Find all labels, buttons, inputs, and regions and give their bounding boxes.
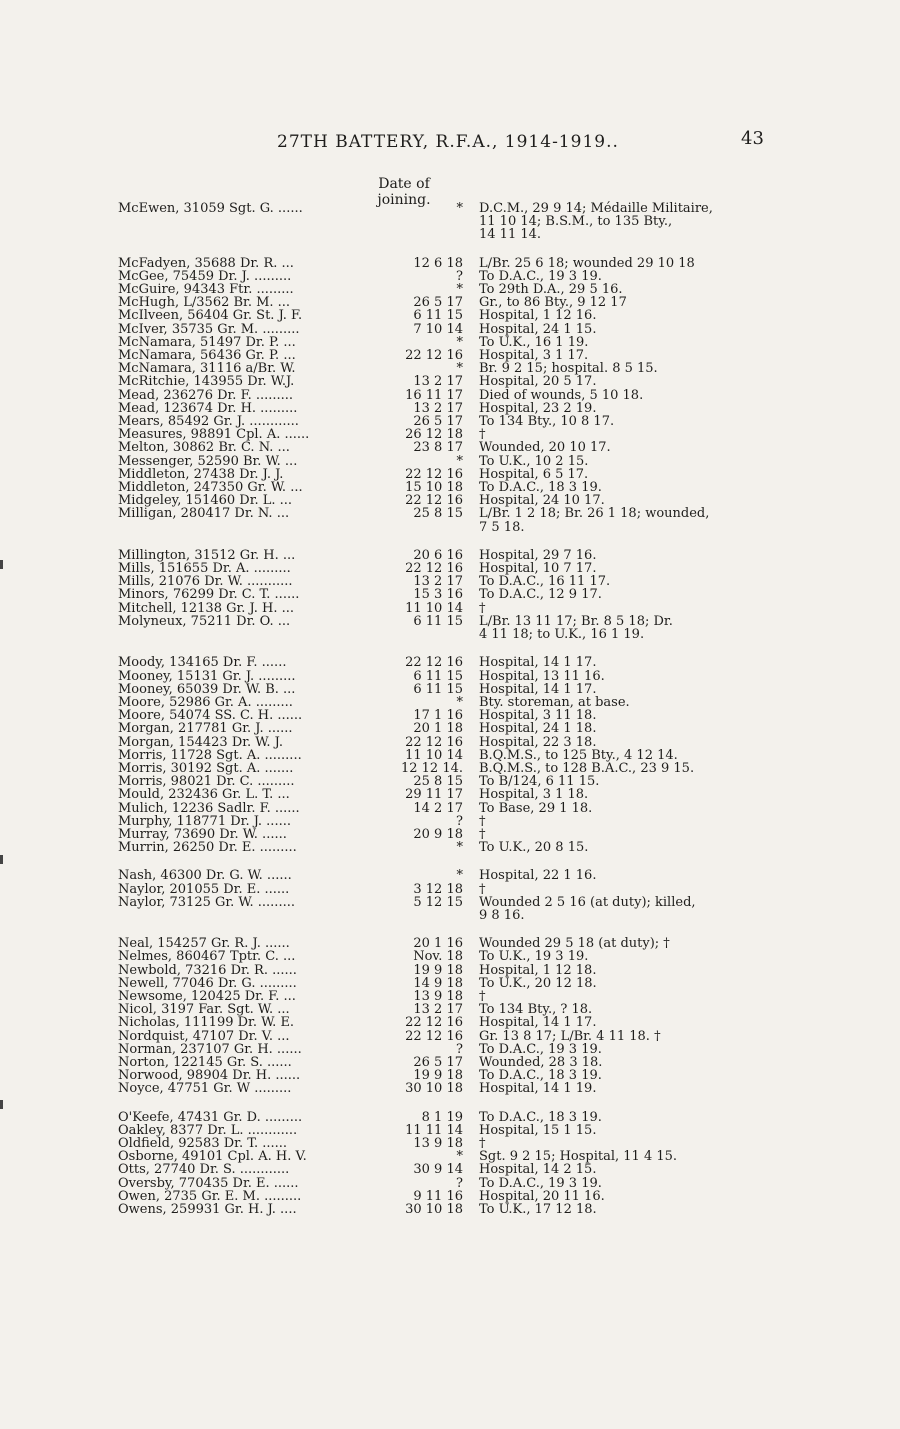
joining-date: 13 2 17 <box>413 374 463 390</box>
soldier-name: Mead, 123674 Dr. H. ......... <box>118 401 298 416</box>
joining-date: 3 12 18 <box>413 881 463 897</box>
soldier-name: Naylor, 201055 Dr. E. ...... <box>118 882 290 896</box>
soldier-name: McNamara, 51497 Dr. P. ... <box>118 335 296 350</box>
joining-date: * <box>456 868 463 884</box>
service-remark: L/Br. 25 6 18; wounded 29 10 18 <box>479 255 695 271</box>
service-remark: B.Q.M.S., to 128 B.A.C., 23 9 15. <box>479 760 695 776</box>
service-remark: Hospital, 29 7 16. <box>479 547 597 563</box>
service-remark: Bty. storeman, at base. <box>479 694 630 710</box>
soldier-name: Nicholas, 111199 Dr. W. E. <box>118 1016 295 1030</box>
roll-entry <box>118 977 798 990</box>
joining-date: 11 11 14 <box>405 1122 463 1138</box>
joining-date: * <box>456 201 463 216</box>
soldier-name: Measures, 98891 Cpl. A. ...... <box>118 428 310 442</box>
service-remark: Br. 9 2 15; hospital. 8 5 15. <box>479 361 658 377</box>
service-remark: Hospital, 14 1 17. <box>479 681 597 697</box>
joining-date: 23 8 17 <box>413 440 463 456</box>
joining-date: 22 12 16 <box>405 348 463 364</box>
soldier-name: Mead, 236276 Dr. F. ......... <box>118 388 294 402</box>
service-remark: Hospital, 24 1 18. <box>479 721 597 737</box>
service-remark: Hospital, 24 1 15. <box>479 321 597 337</box>
soldier-name: Morris, 11728 Sgt. A. ......... <box>118 748 302 762</box>
entry-group <box>118 937 798 1095</box>
soldier-name: Nicol, 3197 Far. Sgt. W. ... <box>118 1003 290 1017</box>
soldier-name: Nelmes, 860467 Tptr. C. ... <box>118 950 296 964</box>
service-remark: To 134 Bty., 10 8 17. <box>479 414 615 430</box>
roll-entry <box>118 375 798 388</box>
service-remark: Hospital, 3 1 17. <box>479 348 589 364</box>
joining-date: 9 11 16 <box>413 1188 463 1204</box>
service-remark: To U.K., 16 1 19. <box>479 334 589 350</box>
joining-date: 13 2 17 <box>413 400 463 416</box>
roll-entry <box>118 670 798 683</box>
soldier-name: Murrin, 26250 Dr. E. ......... <box>118 841 297 855</box>
soldier-name: Middleton, 27438 Dr. J. J. <box>118 467 284 482</box>
roll-entry <box>118 802 798 815</box>
entry-group <box>118 1111 798 1217</box>
service-remark: To D.A.C., 19 3 19. <box>479 1175 602 1191</box>
roll-entry <box>118 815 798 828</box>
service-remark: Sgt. 9 2 15; Hospital, 11 4 15. <box>479 1149 678 1165</box>
joining-date: 25 8 15 <box>413 774 463 790</box>
soldier-name: Oakley, 8377 Dr. L. ............ <box>118 1123 298 1137</box>
joining-date: * <box>456 361 463 377</box>
soldier-name: Morris, 98021 Dr. C. ......... <box>118 775 295 789</box>
soldier-name: Otts, 27740 Dr. S. ............ <box>118 1163 290 1177</box>
service-remark: To D.A.C., 16 11 17. <box>479 574 611 590</box>
joining-date: 16 11 17 <box>405 387 463 403</box>
service-remark: Hospital, 1 12 18. <box>479 962 597 978</box>
soldier-name: Oversby, 770435 Dr. E. ...... <box>118 1176 299 1190</box>
joining-date: 15 3 16 <box>413 587 463 603</box>
joining-date: 11 10 14 <box>405 600 463 616</box>
joining-date: 25 8 15 <box>413 506 463 522</box>
joining-date: * <box>456 282 463 298</box>
service-remark: Gr., to 86 Bty., 9 12 17 <box>479 295 627 311</box>
date-column-heading-line1: Date of <box>378 176 430 192</box>
joining-date: 6 11 15 <box>413 613 463 629</box>
joining-date: 22 12 16 <box>405 561 463 577</box>
joining-date: ? <box>456 813 463 829</box>
soldier-name: Owens, 259931 Gr. H. J. .... <box>118 1203 297 1217</box>
service-remark: Hospital, 14 1 17. <box>479 1015 597 1031</box>
roll-entry <box>118 1163 798 1176</box>
entry-group <box>118 656 798 854</box>
roll-entry <box>118 736 798 749</box>
soldier-name: Millington, 31512 Gr. H. ... <box>118 548 296 563</box>
soldier-name: O'Keefe, 47431 Gr. D. ......... <box>118 1110 303 1124</box>
roll-entry <box>118 323 798 336</box>
joining-date: 29 11 17 <box>405 787 463 803</box>
joining-date: 26 5 17 <box>413 295 463 311</box>
service-remark: To D.A.C., 19 3 19. <box>479 268 602 284</box>
service-remark: To D.A.C., 12 9 17. <box>479 587 602 603</box>
joining-date: 26 5 17 <box>413 1054 463 1070</box>
joining-date: 22 12 16 <box>405 466 463 482</box>
service-remark: † <box>479 1136 486 1151</box>
soldier-name: Oldfield, 92583 Dr. T. ...... <box>118 1137 288 1151</box>
roll-entry <box>118 455 798 468</box>
service-remark: Hospital, 14 1 17. <box>479 655 597 671</box>
service-remark: To D.A.C., 18 3 19. <box>479 1068 602 1084</box>
roll-entry <box>118 507 798 533</box>
service-remark: To Base, 29 1 18. <box>479 800 593 816</box>
roll-entry <box>118 441 798 454</box>
service-remark: † <box>479 427 486 443</box>
service-remark: Gr. 13 8 17; L/Br. 4 11 18. † <box>479 1028 661 1044</box>
service-remark: To B/124, 6 11 15. <box>479 774 600 790</box>
roll-entry <box>118 656 798 669</box>
joining-date: 20 9 18 <box>413 826 463 842</box>
service-remark: Died of wounds, 5 10 18. <box>479 387 644 403</box>
service-remark: Hospital, 3 11 18. <box>479 708 597 724</box>
roll-entry <box>118 309 798 322</box>
service-remark: Hospital, 24 10 17. <box>479 493 605 509</box>
joining-date: 11 10 14 <box>405 747 463 763</box>
soldier-name: McGuire, 94343 Ftr. ......... <box>118 283 294 297</box>
service-remark: Wounded, 20 10 17. <box>479 440 611 456</box>
service-remark: To 134 Bty., ? 18. <box>479 1002 593 1018</box>
service-remark: Hospital, 22 1 16. <box>479 868 597 884</box>
soldier-name: Murphy, 118771 Dr. J. ...... <box>118 814 291 828</box>
joining-date: 22 12 16 <box>405 493 463 509</box>
soldier-name: Mills, 21076 Dr. W. ........... <box>118 575 293 589</box>
service-remark: † <box>479 988 486 1004</box>
soldier-name: McNamara, 31116 a/Br. W. <box>118 362 296 376</box>
soldier-name: Norton, 122145 Gr. S. ...... <box>118 1055 292 1070</box>
joining-date: ? <box>456 1041 463 1057</box>
soldier-name: Noyce, 47751 Gr. W ......... <box>118 1082 292 1096</box>
joining-date: 6 11 15 <box>413 668 463 684</box>
soldier-name: Moody, 134165 Dr. F. ...... <box>118 656 287 670</box>
soldier-name: Mooney, 15131 Gr. J. ......... <box>118 669 296 683</box>
joining-date: 20 1 18 <box>413 721 463 737</box>
joining-date: 22 12 16 <box>405 1028 463 1044</box>
roll-entry <box>118 841 798 854</box>
service-remark: To U.K., 20 12 18. <box>479 975 597 991</box>
roll-entry <box>118 1043 798 1056</box>
entry-group <box>118 549 798 641</box>
soldier-name: Newsome, 120425 Dr. F. ... <box>118 989 296 1004</box>
joining-date: 17 1 16 <box>413 708 463 724</box>
joining-date: 20 1 16 <box>413 936 463 952</box>
soldier-name: Mills, 151655 Dr. A. ......... <box>118 562 291 576</box>
roll-entry <box>118 964 798 977</box>
roll-entry <box>118 788 798 801</box>
soldier-name: Minors, 76299 Dr. C. T. ...... <box>118 588 300 602</box>
service-remark: Hospital, 23 2 19. <box>479 400 597 416</box>
service-remark: To 29th D.A., 29 5 16. <box>479 282 623 298</box>
soldier-name: Moore, 52986 Gr. A. ......... <box>118 695 293 710</box>
roll-entry <box>118 588 798 601</box>
roll-entry <box>118 257 798 270</box>
service-remark: B.Q.M.S., to 125 Bty., 4 12 14. <box>479 747 678 763</box>
soldier-name: Milligan, 280417 Dr. N. ... <box>118 507 290 522</box>
roll-entry <box>118 389 798 402</box>
joining-date: 26 12 18 <box>405 427 463 443</box>
service-remark: † <box>479 600 486 616</box>
roll-entry <box>118 1111 798 1124</box>
service-remark: Wounded 2 5 16 (at duty); killed, 9 8 16. <box>479 894 696 923</box>
soldier-name: Neal, 154257 Gr. R. J. ...... <box>118 937 290 951</box>
joining-date: 19 9 18 <box>413 1068 463 1084</box>
soldier-name: Mitchell, 12138 Gr. J. H. ... <box>118 601 295 615</box>
roll-entry <box>118 615 798 641</box>
soldier-name: Mould, 232436 Gr. L. T. ... <box>118 788 290 802</box>
joining-date: 7 10 14 <box>413 321 463 337</box>
soldier-name: Newell, 77046 Dr. G. ......... <box>118 976 297 990</box>
service-remark: To U.K., 20 8 15. <box>479 840 589 856</box>
joining-date: ? <box>456 268 463 284</box>
service-remark: To U.K., 17 12 18. <box>479 1202 597 1218</box>
page-header <box>0 126 900 156</box>
roll-entry <box>118 869 798 882</box>
page-edge-mark <box>0 560 3 569</box>
soldier-name: Norwood, 98904 Dr. H. ...... <box>118 1069 301 1083</box>
joining-date: 30 9 14 <box>413 1162 463 1178</box>
joining-date: 13 2 17 <box>413 1002 463 1018</box>
service-remark: To D.A.C., 18 3 19. <box>479 480 602 496</box>
soldier-name: Owen, 2735 Gr. E. M. ......... <box>118 1189 302 1204</box>
joining-date: 5 12 15 <box>413 894 463 910</box>
soldier-name: McNamara, 56436 Gr. P. ... <box>118 349 296 363</box>
service-remark: † <box>479 813 486 829</box>
service-remark: Hospital, 20 11 16. <box>479 1188 605 1204</box>
joining-date: 22 12 16 <box>405 734 463 750</box>
soldier-name: Morgan, 154423 Dr. W. J. <box>118 735 283 749</box>
joining-date: 26 5 17 <box>413 414 463 430</box>
joining-date: 30 10 18 <box>405 1081 463 1097</box>
roll-entry <box>118 749 798 762</box>
soldier-name: Molyneux, 75211 Dr. O. ... <box>118 614 291 629</box>
joining-date: 30 10 18 <box>405 1202 463 1218</box>
service-remark: To U.K., 19 3 19. <box>479 949 589 965</box>
roll-entry <box>118 602 798 615</box>
soldier-name: Naylor, 73125 Gr. W. ......... <box>118 895 295 910</box>
joining-date: ? <box>456 1175 463 1191</box>
soldier-name: Melton, 30862 Br. C. N. ... <box>118 441 290 455</box>
soldier-name: Mulich, 12236 Sadlr. F. ...... <box>118 801 300 815</box>
service-remark: D.C.M., 29 9 14; Médaille Militaire, 11 10 14; B.S.M., to 135 Bty., 14 11 14. <box>479 201 713 243</box>
service-remark: Hospital, 6 5 17. <box>479 466 589 482</box>
service-remark: L/Br. 13 11 17; Br. 8 5 18; Dr. 4 11 18; to U.K., 16 1 19. <box>479 613 673 643</box>
roll-entry <box>118 1203 798 1216</box>
soldier-name: Moore, 54074 SS. C. H. ...... <box>118 709 303 723</box>
roll-entry <box>118 1082 798 1095</box>
service-remark: Hospital, 14 2 15. <box>479 1162 597 1178</box>
date-column-heading-line2: joining. <box>377 192 431 208</box>
roll-entry <box>118 896 798 922</box>
joining-date: Nov. 18 <box>413 949 463 965</box>
service-remark: Hospital, 1 12 16. <box>479 308 597 324</box>
soldier-name: McEwen, 31059 Sgt. G. ...... <box>118 202 303 216</box>
joining-date: 19 9 18 <box>413 962 463 978</box>
roll-entry <box>118 683 798 696</box>
soldier-name: Mooney, 65039 Dr. W. B. ... <box>118 682 296 696</box>
page-edge-mark <box>0 1100 3 1109</box>
roll-entry <box>118 950 798 963</box>
joining-date: 12 6 18 <box>413 255 463 271</box>
entry-group <box>118 202 798 242</box>
soldier-name: McGee, 75459 Dr. J. ......... <box>118 269 292 284</box>
roll-entry <box>118 1030 798 1043</box>
service-remark: Hospital, 20 5 17. <box>479 374 597 390</box>
soldier-name: McIlveen, 56404 Gr. St. J. F. <box>118 309 303 323</box>
service-remark: Hospital, 22 3 18. <box>479 734 597 750</box>
soldier-name: Murray, 73690 Dr. W. ...... <box>118 827 287 842</box>
joining-date: 13 2 17 <box>413 574 463 590</box>
soldier-name: Middleton, 247350 Gr. W. ... <box>118 481 303 495</box>
soldier-name: McRitchie, 143955 Dr. W.J. <box>118 375 295 389</box>
service-remark: Hospital, 3 1 18. <box>479 787 589 803</box>
joining-date: 13 9 18 <box>413 988 463 1004</box>
service-remark: Wounded, 28 3 18. <box>479 1054 603 1070</box>
service-remark: L/Br. 1 2 18; Br. 26 1 18; wounded, 7 5 18. <box>479 506 710 535</box>
roll-entry <box>118 1177 798 1190</box>
joining-date: 6 11 15 <box>413 308 463 324</box>
joining-date: 22 12 16 <box>405 1015 463 1031</box>
service-remark: Hospital, 14 1 19. <box>479 1081 597 1097</box>
roll-entry <box>118 1016 798 1029</box>
joining-date: * <box>456 453 463 469</box>
soldier-name: McIver, 35735 Gr. M. ......... <box>118 322 300 336</box>
soldier-name: Nash, 46300 Dr. G. W. ...... <box>118 869 292 883</box>
soldier-name: Messenger, 52590 Br. W. ... <box>118 454 298 468</box>
joining-date: * <box>456 334 463 350</box>
service-remark: To U.K., 10 2 15. <box>479 453 589 469</box>
soldier-name: Newbold, 73216 Dr. R. ...... <box>118 963 297 977</box>
joining-date: * <box>456 840 463 856</box>
soldier-name: Morris, 30192 Sgt. A. ....... <box>118 761 294 776</box>
soldier-name: McHugh, L/3562 Br. M. ... <box>118 296 291 310</box>
roll-entry <box>118 202 798 242</box>
page-edge-mark <box>0 855 3 864</box>
joining-date: 13 9 18 <box>413 1136 463 1151</box>
soldier-name: Norman, 237107 Gr. H. ...... <box>118 1042 302 1056</box>
page-number: 43 <box>741 128 764 149</box>
nominal-roll <box>118 202 798 1216</box>
roll-entry <box>118 722 798 735</box>
joining-date: 12 12 14. <box>400 760 463 776</box>
joining-date: 14 9 18 <box>413 975 463 991</box>
soldier-name: Midgeley, 151460 Dr. L. ... <box>118 494 293 508</box>
service-remark: To D.A.C., 19 3 19. <box>479 1041 602 1057</box>
soldier-name: Morgan, 217781 Gr. J. ...... <box>118 722 293 736</box>
soldier-name: Mears, 85492 Gr. J. ............ <box>118 415 299 429</box>
page-title: 27TH BATTERY, R.F.A., 1914-1919.. <box>277 132 619 152</box>
entry-group <box>118 869 798 922</box>
entry-group <box>118 257 798 534</box>
joining-date: 15 10 18 <box>405 480 463 496</box>
joining-date: 14 2 17 <box>413 800 463 816</box>
service-remark: Hospital, 10 7 17. <box>479 561 597 577</box>
soldier-name: Nordquist, 47107 Dr. V. ... <box>118 1029 290 1043</box>
soldier-name: Osborne, 49101 Cpl. A. H. V. <box>118 1150 307 1164</box>
service-remark: Hospital, 15 1 15. <box>479 1122 597 1138</box>
joining-date: * <box>456 1149 463 1165</box>
soldier-name: McFadyen, 35688 Dr. R. ... <box>118 256 294 270</box>
joining-date: 20 6 16 <box>413 547 463 563</box>
joining-date: 6 11 15 <box>413 681 463 697</box>
service-remark: Wounded 29 5 18 (at duty); † <box>479 936 670 952</box>
service-remark: To D.A.C., 18 3 19. <box>479 1109 602 1125</box>
joining-date: 22 12 16 <box>405 655 463 671</box>
service-remark: † <box>479 826 486 842</box>
joining-date: 8 1 19 <box>421 1109 463 1125</box>
service-remark: † <box>479 881 486 897</box>
joining-date: * <box>456 694 463 710</box>
service-remark: Hospital, 13 11 16. <box>479 668 605 684</box>
roll-entry <box>118 883 798 896</box>
